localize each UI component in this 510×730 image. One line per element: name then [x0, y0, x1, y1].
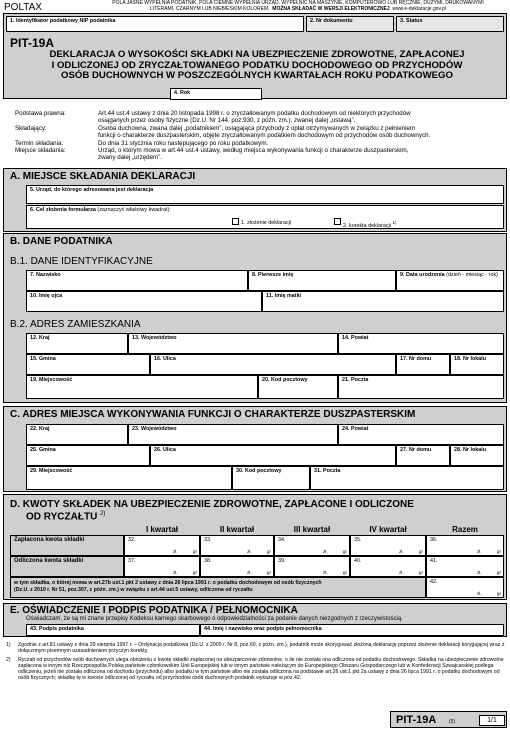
- country-field[interactable]: [26, 333, 128, 354]
- work-city-field[interactable]: [26, 466, 232, 490]
- gr-label: gr: [418, 570, 423, 575]
- work-post-office-field[interactable]: [310, 466, 504, 490]
- instr-line: [88, 7, 508, 13]
- amount-field[interactable]: [350, 556, 426, 577]
- father-name-field[interactable]: [26, 291, 262, 312]
- page-footer-box: [390, 711, 507, 728]
- title-line: I ODLICZONEJ OD ZRYCZAŁTOWANEGO PODATKU DOCHODOWEGO OD PRZYCHODÓW: [51, 59, 463, 71]
- zl-label: zł,: [173, 570, 178, 575]
- amount-field[interactable]: [124, 535, 200, 556]
- poltax-label: POLTAX: [4, 2, 42, 13]
- field-number: 37.: [128, 558, 136, 564]
- amount-field[interactable]: [350, 535, 426, 556]
- nip-field[interactable]: [6, 16, 304, 32]
- checkbox-submission[interactable]: [232, 218, 239, 225]
- field-number: 36.: [430, 537, 438, 543]
- work-postal-code-field[interactable]: [232, 466, 310, 490]
- father-name-label: 10. Imię ojca: [30, 293, 63, 299]
- status-field: [396, 16, 504, 32]
- form-title: [10, 50, 504, 82]
- zl-label: zł,: [399, 549, 404, 554]
- amount-field[interactable]: [426, 535, 504, 556]
- postal-code-field[interactable]: [258, 375, 338, 399]
- work-apartment-number-field[interactable]: [450, 445, 504, 466]
- gr-label: gr: [192, 570, 197, 575]
- section-a: [3, 168, 507, 232]
- work-postal-code-label: 30. Kod pocztowy: [236, 468, 282, 474]
- zl-label: zł,: [173, 549, 178, 554]
- commune-label: 15. Gmina: [30, 356, 56, 362]
- checkbox-correction[interactable]: [334, 218, 341, 225]
- taxpayer-signature-label: 43. Podpis podatnika: [30, 626, 84, 632]
- col-q1: I kwartał: [145, 525, 178, 534]
- amount-field[interactable]: [426, 577, 504, 598]
- commune-field[interactable]: [26, 354, 150, 375]
- field-number: 35.: [354, 537, 362, 543]
- birth-date-field[interactable]: [396, 270, 504, 291]
- info-line: funkcji o charakterze duszpasterskim, objęte zryczałtowanym podatkiem dochodowym od przychodów osób duchownych.: [98, 132, 431, 139]
- col-q3: III kwartał: [293, 525, 331, 534]
- work-post-office-label: 31. Poczta: [314, 468, 341, 474]
- office-field[interactable]: [26, 185, 504, 204]
- work-voivodeship-field[interactable]: [128, 424, 338, 445]
- mother-name-field[interactable]: [262, 291, 504, 312]
- gr-label: gr: [342, 570, 347, 575]
- info-key: Miejsce składania:: [15, 147, 66, 154]
- first-name-field[interactable]: [248, 270, 396, 291]
- info-value: [98, 110, 411, 124]
- gr-label: gr: [342, 549, 347, 554]
- purpose-note: (zaznaczyć właściwy kwadrat):: [97, 207, 171, 213]
- title-line: DEKLARACJA O WYSOKOŚCI SKŁADKI NA UBEZPIECZENIE ZDROWOTNE, ZAPŁACONEJ: [49, 49, 465, 60]
- info-line: Art.44 ust.4 ustawy z dnia 20 listopada 1998 r. o zryczałtowanym podatku dochodowym od niektórych przychodów: [98, 110, 411, 117]
- info-value: [98, 147, 408, 161]
- proxy-signature-field[interactable]: [200, 624, 504, 636]
- col-q4: IV kwartał: [369, 525, 407, 534]
- work-house-number-label: 27. Nr domu: [400, 447, 432, 453]
- footnote-1: [6, 642, 506, 654]
- zl-label: zł,: [477, 591, 482, 596]
- row-42-line: w tym składka, o której mowa w art.27b ust.1 pkt 2 ustawy z dnia 26 lipca 1991 r. o podatku dochodowym od osób fizycznych: [14, 580, 322, 586]
- footnote-text: Zgodnie z art.81 ustawy z dnia 29 sierpnia 1997 r. – Ordynacja podatkowa (Dz.U. z 2005 r. Nr 8, poz.60, z późn. zm.), podatnik może skorygować złożoną deklarację poprzez złożenie deklaracji korygującej wraz z dołączonym pisemnym uzasadnieniem przyczyn korekty.: [18, 642, 505, 654]
- opt-submission-label: 1. złożenie deklaracji: [241, 220, 292, 226]
- section-d-title-2: [26, 511, 105, 522]
- info-key: Termin składania:: [15, 140, 64, 147]
- info-value: [98, 125, 430, 139]
- purpose-field: [26, 205, 504, 229]
- zl-label: zł,: [477, 549, 482, 554]
- gr-label: gr: [192, 549, 197, 554]
- amount-field[interactable]: [274, 535, 350, 556]
- gr-label: gr: [266, 549, 271, 554]
- row-paid-label: [10, 535, 124, 556]
- mother-name-label: 11. Imię matki: [266, 293, 302, 299]
- amount-field[interactable]: [124, 556, 200, 577]
- street-label: 16. Ulica: [154, 356, 176, 362]
- purpose-label: [30, 207, 171, 213]
- field-number: 32.: [128, 537, 136, 543]
- info-line: Urząd, o którym mowa w art.44 ust.4 ustawy, według miejsca wykonywania funkcji o charakterze duszpasterskim,: [98, 147, 409, 154]
- instr-part: MOŻNA SKŁADAĆ W WERSJI ELEKTRONICZNEJ: [272, 5, 390, 12]
- section-c: [3, 406, 507, 492]
- footnote-text: Ryczałt od przychodów osób duchownych ulega obniżeniu o kwotę składki zapłaconej na ubezpieczenie zdrowotne, o ile nie została ona odliczona od podatku dochodowego. Składka na ubezpieczenie zdrowotne zapłacona w innym niż Rzeczpospolita Polska państwie członkowskim Unii Europejskiej lub w innym państwie należącym do Europejskiego Obszaru Gospodarczego lub w Konfederacji Szwajcarskiej podlega odliczeniu, jeżeli nie została odliczona od dochodu (przychodu) albo podatku w tym państwie albo nie została odliczona na podstawie art.26 ust.1 pkt 2a ustawy z dnia 26 lipca 1991 r. o podatku dochodowym od osób fizycznych; składkę tę w kwocie odliczonej od ryczałtu od przychodów osób duchownych podatnik wykazuje w poz.42.: [18, 657, 504, 681]
- row-42-label: [10, 577, 426, 598]
- work-apartment-number-label: 28. Nr lokalu: [454, 447, 487, 453]
- form-code: PIT-19A: [10, 36, 55, 50]
- work-voivodeship-label: 23. Województwo: [132, 426, 177, 432]
- work-house-number-field[interactable]: [396, 445, 450, 466]
- opt-correction-label: [343, 220, 396, 229]
- work-street-field[interactable]: [150, 445, 396, 466]
- nip-label: 1. Identyfikator podatkowy NIP podatnika: [10, 18, 116, 24]
- info-line: Osoba duchowna, zwana dalej „podatnikiem”, osiągająca przychody z opłat otrzymywanych w związku z pełnieniem: [98, 125, 416, 132]
- col-total: Razem: [452, 525, 478, 534]
- county-label: 14. Powiat: [342, 335, 369, 341]
- work-commune-label: 25. Gmina: [30, 447, 56, 453]
- year-label: 4. Rok: [174, 90, 191, 96]
- gr-label: gr: [266, 570, 271, 575]
- title-line: OSÓB DUCHOWNYCH W POSZCZEGÓLNYCH KWARTAŁACH ROKU PODATKOWEGO: [61, 70, 453, 81]
- surname-label: 7. Nazwisko: [30, 272, 61, 278]
- section-b: [3, 233, 507, 403]
- house-number-label: 17. Nr domu: [400, 356, 432, 362]
- section-b2-title: B.2. ADRES ZAMIESZKANIA: [10, 319, 141, 330]
- work-commune-field[interactable]: [26, 445, 150, 466]
- amount-field[interactable]: [426, 556, 504, 577]
- row-42-line: (Dz.U. z 2010 r. Nr 51, poz.307, z późn. zm.) w związku z art.44 ust.5 ustawy, odliczona od ryczałtu: [14, 586, 253, 593]
- info-line: osiąganych przez osoby fizyczne (Dz.U. Nr 144, poz.930, z późn. zm.), zwanej dalej „ustawą”.: [98, 117, 356, 124]
- zl-label: zł,: [477, 570, 482, 575]
- field-number: 33.: [204, 537, 212, 543]
- year-field[interactable]: [170, 88, 262, 100]
- post-office-label: 21. Poczta: [342, 377, 369, 383]
- zl-label: zł,: [323, 570, 328, 575]
- row-paid-text: Zapłacona kwota składki: [14, 537, 85, 543]
- field-number: 41.: [430, 558, 438, 564]
- work-county-field[interactable]: [338, 424, 504, 445]
- city-field[interactable]: [26, 375, 258, 399]
- header-panel: [3, 13, 507, 99]
- footnote-ref: 1): [392, 220, 397, 225]
- row-deducted-label: [10, 556, 124, 577]
- col-q2: II kwartał: [219, 525, 255, 534]
- post-office-field[interactable]: [338, 375, 504, 399]
- gr-label: gr: [418, 549, 423, 554]
- section-e-title: E. OŚWIADCZENIE I PODPIS PODATNIKA / PEŁNOMOCNIKA: [10, 605, 298, 616]
- work-street-label: 26. Ulica: [154, 447, 176, 453]
- section-b1-title: B.1. DANE IDENTYFIKACYJNE: [10, 256, 153, 267]
- work-country-field[interactable]: [26, 424, 128, 445]
- doc-number-field: [306, 16, 394, 32]
- footnote-ref: 2): [100, 511, 106, 517]
- footnote-number: 2): [6, 657, 11, 663]
- taxpayer-signature-field[interactable]: [26, 624, 200, 636]
- section-c-title: C. ADRES MIEJSCA WYKONYWANIA FUNKCJI O CHARAKTERZE DUSZPASTERSKIM: [10, 409, 416, 420]
- zl-label: zł,: [399, 570, 404, 575]
- section-b-title: B. DANE PODATNIKA: [10, 236, 113, 247]
- field-number: 39.: [278, 558, 286, 564]
- field-number: 40.: [354, 558, 362, 564]
- footnote-number: 1): [6, 642, 11, 648]
- gr-label: gr: [496, 591, 501, 596]
- row-42-text: [14, 580, 322, 593]
- gr-label: gr: [496, 549, 501, 554]
- zl-label: zł,: [247, 549, 252, 554]
- house-number-field[interactable]: [396, 354, 450, 375]
- work-city-label: 29. Miejscowość: [30, 468, 73, 474]
- first-name-label: 8. Pierwsze imię: [252, 272, 294, 278]
- voivodeship-field[interactable]: [128, 333, 338, 354]
- field-number: 42.: [430, 579, 438, 585]
- doc-label: 2. Nr dokumentu: [310, 18, 353, 24]
- footer-page-number: 1/1: [479, 715, 505, 726]
- apartment-number-label: 18. Nr lokalu: [454, 356, 487, 362]
- instr-part: www.e-deklaracje.gov.pl: [392, 5, 446, 12]
- voivodeship-label: 13. Województwo: [132, 335, 177, 341]
- top-bar: [0, 0, 510, 12]
- info-line: zwany dalej „urzędem”.: [98, 154, 162, 161]
- apartment-number-field[interactable]: [450, 354, 504, 375]
- footnote-2: [6, 657, 506, 681]
- instr-part: LITERAMI, CZARNYM LUB NIEBIESKIM KOLOREM.: [150, 5, 270, 12]
- purpose-label-text: 6. Cel złożenia formularza: [30, 207, 96, 213]
- instr-line: POLA JASNE WYPEŁNIA PODATNIK, POLA CIEMNE WYPEŁNIA URZĄD. WYPEŁNIĆ NA MASZYNIE, KOMPUTEROWO LUB RĘCZNIE, DUŻYMI, DRUKOWANYMI: [112, 0, 484, 6]
- amount-field[interactable]: [200, 535, 274, 556]
- birth-date-label: [400, 272, 498, 278]
- section-e: [3, 603, 507, 637]
- city-label: 19. Miejscowość: [30, 377, 73, 383]
- surname-field[interactable]: [26, 270, 248, 291]
- birth-date-note: (dzień - miesiąc - rok): [446, 272, 498, 278]
- work-county-label: 24. Powiat: [342, 426, 369, 432]
- info-block: [3, 110, 507, 165]
- status-label: 3. Status: [400, 18, 423, 24]
- zl-label: zł,: [323, 549, 328, 554]
- info-key: Podstawa prawna:: [15, 110, 66, 117]
- street-field[interactable]: [150, 354, 396, 375]
- zl-label: zł,: [247, 570, 252, 575]
- work-country-label: 22. Kraj: [30, 426, 50, 432]
- footer-form-code: PIT-19A: [396, 714, 437, 726]
- postal-code-label: 20. Kod pocztowy: [262, 377, 308, 383]
- county-field[interactable]: [338, 333, 504, 354]
- amount-field[interactable]: [274, 556, 350, 577]
- section-d-title-2-text: OD RYCZAŁTU: [26, 511, 98, 523]
- row-deducted-text: Odliczona kwota składki: [14, 558, 84, 564]
- field-number: 38.: [204, 558, 212, 564]
- opt-correction-text: 2. korekta deklaracji: [343, 222, 391, 229]
- field-number: 34.: [278, 537, 286, 543]
- fill-instructions: [88, 1, 508, 12]
- office-label: 5. Urząd, do którego adresowana jest deklaracja: [30, 187, 154, 193]
- section-d-title: D. KWOTY SKŁADEK NA UBEZPIECZENIE ZDROWOTNE, ZAPŁACONE I ODLICZONE: [10, 499, 414, 510]
- proxy-signature-label: 44. Imię i nazwisko oraz podpis pełnomocnika: [204, 626, 322, 632]
- amount-field[interactable]: [200, 556, 274, 577]
- statement-text: Oświadczam, że są mi znane przepisy Kodeksu karnego skarbowego o odpowiedzialności za podanie danych niezgodnych z rzeczywistością.: [26, 616, 403, 622]
- birth-date-text: 9. Data urodzenia: [400, 272, 445, 278]
- info-value: Do dnia 31 stycznia roku następującego po roku podatkowym.: [98, 140, 269, 147]
- info-key: Składający:: [15, 125, 47, 132]
- footer-version: (5): [449, 719, 456, 725]
- section-d: [3, 494, 507, 600]
- section-a-title: A. MIEJSCE SKŁADANIA DEKLARACJI: [10, 171, 196, 182]
- gr-label: gr: [496, 570, 501, 575]
- country-label: 12. Kraj: [30, 335, 50, 341]
